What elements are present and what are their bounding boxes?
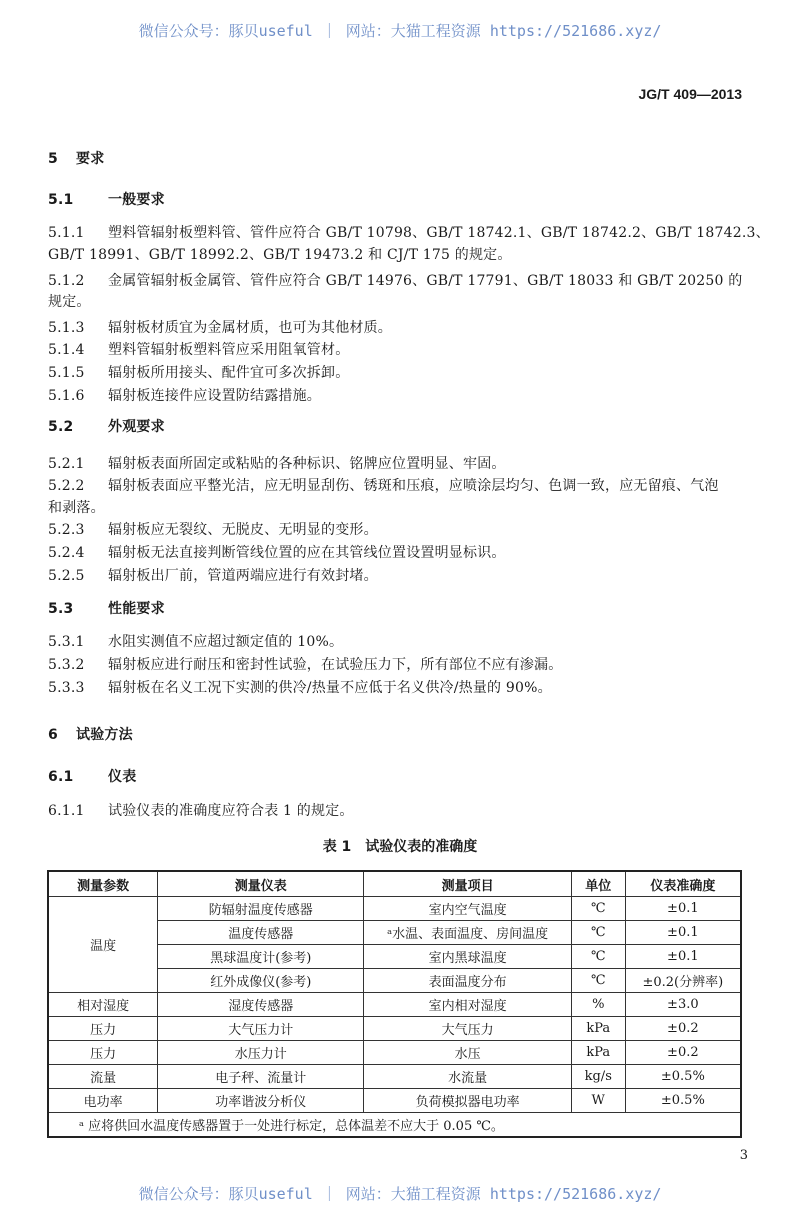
clause-number: 5.3.2 [48,657,85,673]
clause-number: 6.1.1 [48,803,85,819]
column-header: 单位 [571,871,625,897]
watermark-bottom: 微信公众号：豚贝useful ｜ 网站：大猫工程资源 https://521686.xyz/ [138,1185,662,1203]
table-cell: 表面温度分布 [364,969,571,993]
heading-text: 要求 [76,151,105,167]
clause-5-1-2 [48,270,742,290]
table-cell: ±0.1 [625,945,741,969]
heading-number: 5 [48,151,58,167]
table-cell: 电功率 [48,1089,158,1113]
clause-number: 5.1.1 [48,225,85,241]
table-cell: kg/s [571,1065,625,1089]
table-footnote: ᵃ 应将供回水温度传感器置于一处进行标定，总体温差不应大于 0.05 ℃。 [48,1113,741,1138]
table-cell: 红外成像仪(参考) [158,969,364,993]
table-cell: 相对湿度 [48,993,158,1017]
table-cell: 大气压力 [364,1017,571,1041]
table-cell: ±3.0 [625,993,741,1017]
table-cell: ±0.5% [625,1065,741,1089]
table-footnote-row [48,1113,741,1138]
table-row [48,1041,741,1065]
clause-text: 辐射板表面应平整光洁，应无明显刮伤、锈斑和压痕，应喷涂层均匀、色调一致，应无留痕、气泡 [108,478,719,494]
heading-5-2 [48,416,165,436]
heading-text: 试验方法 [76,727,133,743]
table-row [48,897,741,921]
clause-text: 辐射板应进行耐压和密封性试验，在试验压力下，所有部位不应有渗漏。 [108,657,563,673]
table-cell: ±0.5% [625,1089,741,1113]
heading-number: 6 [48,727,58,743]
table-cell: 水流量 [364,1065,571,1089]
clause-5-2-1 [48,453,506,473]
clause-5-2-5 [48,565,378,585]
heading-number: 5.3 [48,601,74,617]
table-cell: kPa [571,1041,625,1065]
table-row [48,1017,741,1041]
clause-text: 试验仪表的准确度应符合表 1 的规定。 [108,803,354,819]
clause-5-1-1 [48,222,770,242]
clause-6-1-1 [48,800,354,820]
table-cell: 室内空气温度 [364,897,571,921]
table-cell: 大气压力计 [158,1017,364,1041]
clause-text: 辐射板表面所固定或粘贴的各种标识、铭牌应位置明显、牢固。 [108,456,506,472]
table-row [48,1065,741,1089]
clause-5-1-4 [48,339,349,359]
clause-5-3-1 [48,631,343,651]
clause-5-1-3 [48,317,392,337]
clause-number: 5.1.5 [48,365,85,381]
clause-number: 5.2.3 [48,522,85,538]
clause-text: 辐射板连接件应设置防结露措施。 [108,388,321,404]
table-cell: 压力 [48,1041,158,1065]
table-cell: kPa [571,1017,625,1041]
heading-number: 5.2 [48,419,74,435]
table-cell: 防辐射温度传感器 [158,897,364,921]
clause-5-2-2 [48,475,719,495]
column-header: 测量项目 [364,871,571,897]
heading-5-3 [48,598,165,618]
clause-text: 塑料管辐射板塑料管应采用阻氧管材。 [108,342,350,358]
heading-text: 仪表 [108,769,137,785]
table-cell: ℃ [571,897,625,921]
table-cell: 电子秤、流量计 [158,1065,364,1089]
table-title: 表 1 试验仪表的准确度 [322,839,478,855]
table-cell: ±0.1 [625,897,741,921]
clause-number: 5.1.4 [48,342,85,358]
clause-number: 5.2.2 [48,478,85,494]
clause-5-1-6 [48,385,321,405]
clause-5-1-1-cont: GB/T 18991、GB/T 18992.2、GB/T 19473.2 和 CJ/T 175 的规定。 [48,247,512,263]
table-header-row [48,871,741,897]
heading-5-1 [48,189,165,209]
table-cell: 温度传感器 [158,921,364,945]
clause-5-2-4 [48,542,506,562]
clause-text: 水阻实测值不应超过额定值的 10%。 [108,634,344,650]
table-cell: ℃ [571,945,625,969]
table-cell: 流量 [48,1065,158,1089]
column-header: 测量参数 [48,871,158,897]
table-cell: 室内相对湿度 [364,993,571,1017]
table-cell: 负荷模拟器电功率 [364,1089,571,1113]
clause-text: 辐射板应无裂纹、无脱皮、无明显的变形。 [108,522,378,538]
table-cell: ℃ [571,921,625,945]
clause-text: 辐射板在名义工况下实测的供冷/热量不应低于名义供冷/热量的 90%。 [108,680,552,696]
clause-number: 5.2.1 [48,456,85,472]
clause-text: 辐射板出厂前，管道两端应进行有效封堵。 [108,568,378,584]
table-cell: ᵃ水温、表面温度、房间温度 [364,921,571,945]
instrument-accuracy-table [47,870,742,1138]
clause-5-3-2 [48,654,562,674]
heading-text: 性能要求 [108,601,165,617]
table-cell: ±0.2(分辨率) [625,969,741,993]
clause-number: 5.1.2 [48,273,85,289]
heading-text: 一般要求 [108,192,165,208]
table-cell: W [571,1089,625,1113]
table-cell: ℃ [571,969,625,993]
clause-number: 5.2.4 [48,545,85,561]
page-number: 3 [739,1148,748,1163]
heading-number: 6.1 [48,769,74,785]
table-cell: 湿度传感器 [158,993,364,1017]
table-cell: 压力 [48,1017,158,1041]
clause-5-1-2-cont: 规定。 [48,294,91,310]
clause-number: 5.2.5 [48,568,85,584]
heading-number: 5.1 [48,192,74,208]
clause-number: 5.3.1 [48,634,85,650]
clause-5-2-3 [48,519,378,539]
group-cell: 温度 [48,897,158,993]
table-row [48,993,741,1017]
table-cell: 水压 [364,1041,571,1065]
clause-text: 辐射板无法直接判断管线位置的应在其管线位置设置明显标识。 [108,545,506,561]
clause-number: 5.1.3 [48,320,85,336]
clause-5-1-5 [48,362,349,382]
clause-number: 5.3.3 [48,680,85,696]
clause-text: 塑料管辐射板塑料管、管件应符合 GB/T 10798、GB/T 18742.1、GB/T 18742.2、GB/T 18742.3、 [108,225,770,241]
clause-5-3-3 [48,677,552,697]
column-header: 测量仪表 [158,871,364,897]
clause-5-2-2-cont: 和剥落。 [48,500,105,516]
heading-5 [48,148,104,168]
table-cell: ±0.1 [625,921,741,945]
clause-text: 辐射板所用接头、配件宜可多次拆卸。 [108,365,350,381]
table-cell: 功率谐波分析仪 [158,1089,364,1113]
heading-text: 外观要求 [108,419,165,435]
standard-number: JG/T 409—2013 [638,86,742,102]
table-cell: 黑球温度计(参考) [158,945,364,969]
table-cell: ±0.2 [625,1017,741,1041]
column-header: 仪表准确度 [625,871,741,897]
heading-6 [48,724,133,744]
watermark-top: 微信公众号：豚贝useful ｜ 网站：大猫工程资源 https://521686.xyz/ [138,22,662,40]
table-cell: % [571,993,625,1017]
clause-number: 5.1.6 [48,388,85,404]
heading-6-1 [48,766,136,786]
table-row [48,1089,741,1113]
table-cell: 水压力计 [158,1041,364,1065]
clause-text: 辐射板材质宜为金属材质，也可为其他材质。 [108,320,392,336]
clause-text: 金属管辐射板金属管、管件应符合 GB/T 14976、GB/T 17791、GB/T 18033 和 GB/T 20250 的 [108,273,743,289]
table-cell: ±0.2 [625,1041,741,1065]
table-cell: 室内黑球温度 [364,945,571,969]
